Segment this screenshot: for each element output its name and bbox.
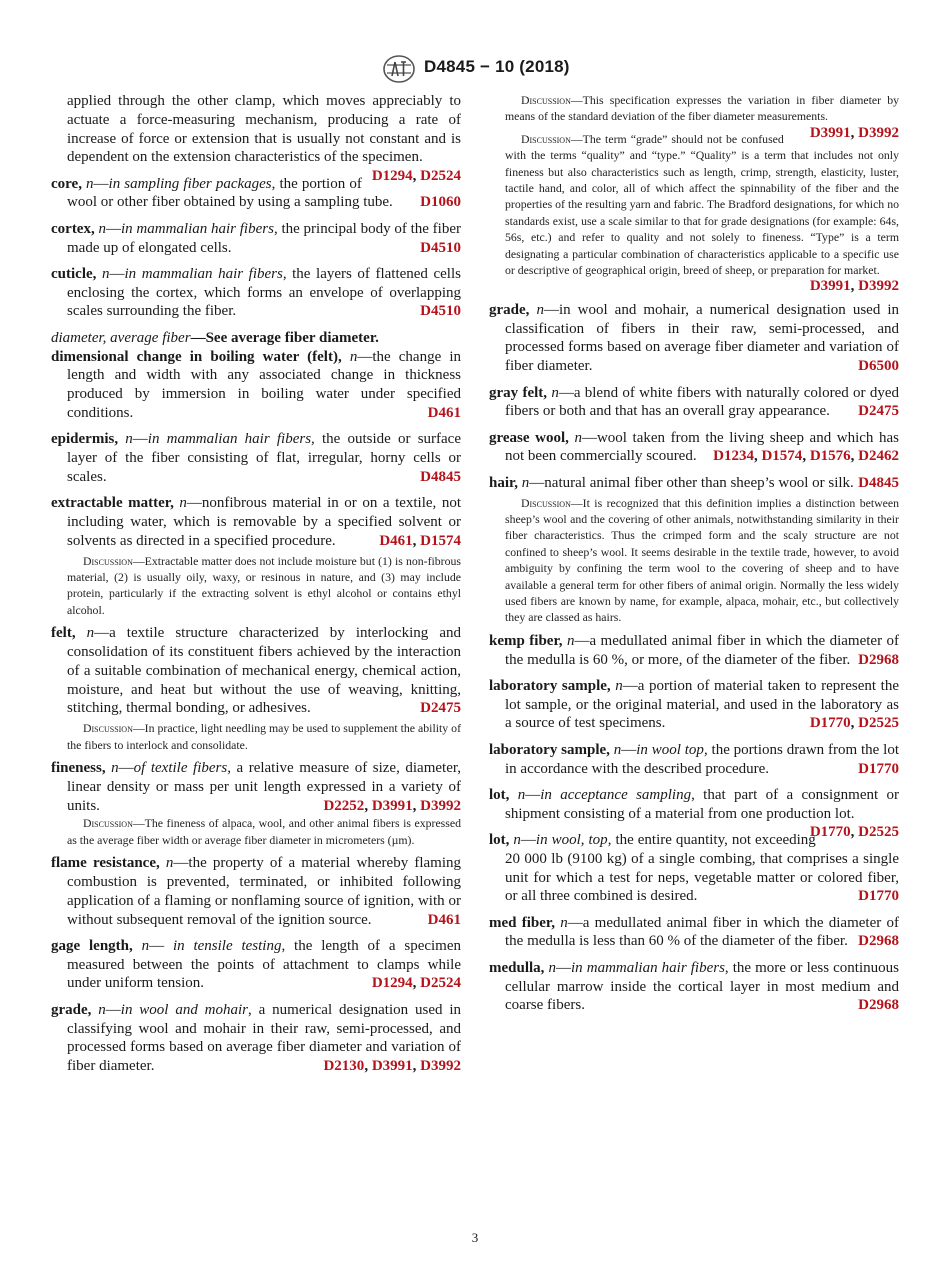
page-header: [0, 54, 950, 86]
discussion-note: Discussion—It is recognized that this definition implies a distinction between sheep’s wool and the covering of other animals, notwithstanding similarity in their fiber characteristics. Thus the crimped form and the scaly structure are not confined to sheep’s wool. It seems desirable in the textile trade, however, to avoid ambiguity by confining the term wool to the covering of sheep and to have available a general term for other fibers of animal origin. Normally the less widely used fibers are known by name, for example, alpaca, mohair, etc., but collectively they are classed as hairs.: [505, 495, 899, 625]
right-column: [489, 92, 899, 1023]
reference-link[interactable]: D1574: [420, 532, 461, 549]
reference-link[interactable]: D461: [427, 911, 461, 928]
discussion-note: Discussion—Extractable matter does not include moisture but (1) is non-fibrous material, (2) is usually oily, waxy, or resinous in nature, and (3) may include protein, particularly if the extracting solvent is ethyl alcohol or contains ethyl alcohol.: [67, 553, 461, 617]
reference-link[interactable]: D4510: [420, 239, 461, 256]
reference-link[interactable]: D1574: [761, 448, 803, 465]
astm-logo-icon: [382, 54, 416, 84]
term-entry-flame-resistance: flame resistance, n—the property of a material whereby flaming combustion is prevented, terminated, or inhibited following application of a flaming or nonflaming source of ignition, with or without subsequent removal of the ignition source. D461: [51, 855, 462, 928]
reference-link[interactable]: D3991: [809, 124, 851, 141]
reference-link[interactable]: D1060: [420, 194, 461, 211]
reference-link[interactable]: D2968: [858, 651, 899, 668]
reference-link[interactable]: D2968: [858, 997, 899, 1014]
term-entry-hair: hair, n—natural animal fiber other than sheep’s wool or silk. D4845: [489, 474, 899, 491]
term-entry-cortex: cortex, n—in mammalian hair fibers, the principal body of the fiber made up of elongated cells. D4510: [51, 220, 461, 256]
term-entry-lot-wool-top: lot, n—in wool, top, the entire quantity, not exceeding 20 000 lb (9100 kg) of a single combing, that comprises a single unit for which a test for neps, vegetable matter or colored fiber, or all three combined is desired. D1770: [489, 831, 899, 905]
reference-link[interactable]: D1770: [858, 888, 899, 905]
left-column: [51, 92, 461, 1083]
reference-link[interactable]: D1770: [809, 715, 851, 732]
reference-link[interactable]: D1770: [858, 760, 899, 777]
reference-link[interactable]: D2524: [420, 975, 461, 992]
reference-link[interactable]: D461: [379, 532, 413, 549]
reference-link[interactable]: D3992: [420, 1058, 461, 1075]
term-entry-cuticle: cuticle, n—in mammalian hair fibers, the layers of flattened cells enclosing the cortex, which forms an envelope of overlapping scales surrounding the fiber. D4510: [51, 265, 461, 320]
page-number: 3: [471, 1230, 479, 1245]
continued-definition: applied through the other clamp, which moves appreciably to actuate a force-measuring mechanism, producing a rate of increase of force or extension that is usually not constant and is dependent on the extension characteristics of the specimen. D1294, D2524: [67, 93, 461, 185]
reference-link[interactable]: D2462: [858, 448, 899, 465]
term-entry-dimensional-change: dimensional change in boiling water (felt), n—the change in length and width with any associated change in thickness produced by immersion in boiling water under specified conditions. D461: [51, 348, 461, 421]
term-entry-kemp-fiber: kemp fiber, n—a medullated animal fiber in which the diameter of the medulla is 60 %, or more, of the diameter of the fiber. D2968: [489, 632, 900, 668]
reference-link[interactable]: D4845: [420, 468, 461, 485]
reference-link[interactable]: D1770: [809, 824, 851, 841]
term-entry-grease-wool: grease wool, n—wool taken from the living sheep and which has not been commercially scoured. D1234, D1574, D1576, D2462: [489, 429, 899, 465]
reference-link[interactable]: D3991: [371, 1058, 413, 1075]
reference-list: D1294, D2524: [371, 168, 461, 185]
reference-link[interactable]: D3992: [858, 278, 899, 295]
discussion-note: Discussion—The term “grade” should not be confused with the terms “quality” and “type.” “Quality” is a term that includes not only fineness but also characteristics such as length, crimp, strength, elasticity, luster, tactile hand, and color, all of which affect the spinnability of the fiber and the properties of the resulting yarn and fabric. The Bradford designations, for which no standards exist, use a scale similar to that for grade designations (for example: 64s, 56s, etc.) and refer to quality and not solely to fineness. “Type” is a term designating a particular combination of characteristics applicable to a specific use or descriptive of geographical origin, breed of sheep, or preparation for market. D3991, D3992: [505, 131, 899, 295]
reference-link[interactable]: D1576: [809, 448, 851, 465]
reference-link[interactable]: D2475: [420, 700, 461, 717]
see-reference-entry: diameter, average fiber—See average fiber diameter.: [51, 329, 379, 346]
reference-link[interactable]: D4510: [420, 303, 461, 320]
term-entry-lot: lot, n—in acceptance sampling, that part of a consignment or shipment consisting of a material from one production lot. D1770, D2525: [489, 786, 899, 841]
reference-link[interactable]: D1294: [371, 168, 413, 185]
discussion-note: Discussion—In practice, light needling may be used to supplement the ability of the fibers to interlock and consolidate.: [67, 721, 461, 752]
term-entry-grade: grade, n—in wool and mohair, a numerical designation used in classifying wool and mohair in their raw, semi-processed, and processed forms based on average fiber diameter and variation of fiber diameter. D2130, D3991, D3992: [51, 1001, 461, 1075]
term-entry-laboratory-sample: laboratory sample, n—a portion of material taken to represent the lot sample, or the original material, and used in the laboratory as a source of test specimens. D1770, D2525: [489, 677, 899, 732]
term-entry-core: core, n—in sampling fiber packages, the portion of wool or other fiber obtained by using a sampling tube. D1060: [51, 175, 461, 211]
term-entry-laboratory-sample-wool-top: laboratory sample, n—in wool top, the portions drawn from the lot in accordance with the described procedure. D1770: [489, 741, 899, 777]
term-entry-gage-length: gage length, n— in tensile testing, the length of a specimen measured between the points of attachment to clamps while under uniform tension. D1294, D2524: [51, 937, 462, 992]
term-entry-extractable-matter: extractable matter, n—nonfibrous material in or on a textile, not including water, which is removable by a specified solvent or solvents as directed in a specified procedure. D461, D1574: [51, 495, 462, 549]
reference-link[interactable]: D4845: [858, 474, 899, 491]
term-entry-grade-2: grade, n—in wool and mohair, a numerical designation used in classification of fibers in their raw, semi-processed, and processed forms based on average fiber diameter and variation of fiber diameter. D6500: [489, 301, 900, 375]
reference-link[interactable]: D2475: [858, 403, 899, 420]
reference-link[interactable]: D2968: [858, 933, 899, 950]
reference-link[interactable]: D3992: [858, 124, 899, 141]
term-entry-medulla: medulla, n—in mammalian hair fibers, the more or less continuous cellular marrow inside the cortical layer in most medium and coarse fibers. D2968: [489, 959, 899, 1014]
term-entry-felt: felt, n—a textile structure characterized by interlocking and consolidation of its constituent fibers achieved by the interaction of a suitable combination of mechanical energy, chemical action, moisture, and heat but without the use of weaving, knitting, stitching, thermal bonding, or adhesives. D2475: [51, 625, 461, 717]
discussion-note: Discussion—The fineness of alpaca, wool, and other animal fibers is expressed as the average fiber width or average fiber diameter in micrometers (µm).: [67, 816, 461, 847]
reference-link[interactable]: D3991: [809, 278, 851, 295]
reference-link[interactable]: D2252: [323, 797, 365, 814]
reference-link[interactable]: D6500: [858, 358, 899, 375]
reference-link[interactable]: D2524: [420, 168, 461, 185]
term-entry-fineness: fineness, n—of textile fibers, a relative measure of size, diameter, linear density or mass per unit length expressed in a variety of units. D2252, D3991, D3992: [51, 759, 461, 814]
reference-link[interactable]: D2525: [858, 824, 899, 841]
reference-link[interactable]: D2525: [858, 715, 899, 732]
discussion-note: Discussion—This specification expresses the variation in fiber diameter by means of the standard deviation of the fiber diameter measurements. D3991, D3992: [505, 93, 899, 141]
document-id: D4845 − 10 (2018): [424, 57, 570, 76]
reference-link[interactable]: D3991: [371, 797, 413, 814]
term-entry-gray-felt: gray felt, n—a blend of white fibers with naturally colored or dyed fibers or both and that has an overall gray appearance. D2475: [489, 384, 899, 420]
term-entry-med-fiber: med fiber, n—a medullated animal fiber in which the diameter of the medulla is less than 60 % of the diameter of the fiber. D2968: [489, 914, 899, 950]
reference-link[interactable]: D1234: [713, 448, 754, 465]
reference-link[interactable]: D1294: [371, 975, 413, 992]
reference-link[interactable]: D3992: [420, 797, 461, 814]
term-entry-epidermis: epidermis, n—in mammalian hair fibers, the outside or surface layer of the fiber consisting of flat, irregular, horny cells or scales. D4845: [51, 431, 461, 485]
reference-link[interactable]: D2130: [323, 1058, 365, 1075]
reference-link[interactable]: D461: [427, 404, 461, 421]
